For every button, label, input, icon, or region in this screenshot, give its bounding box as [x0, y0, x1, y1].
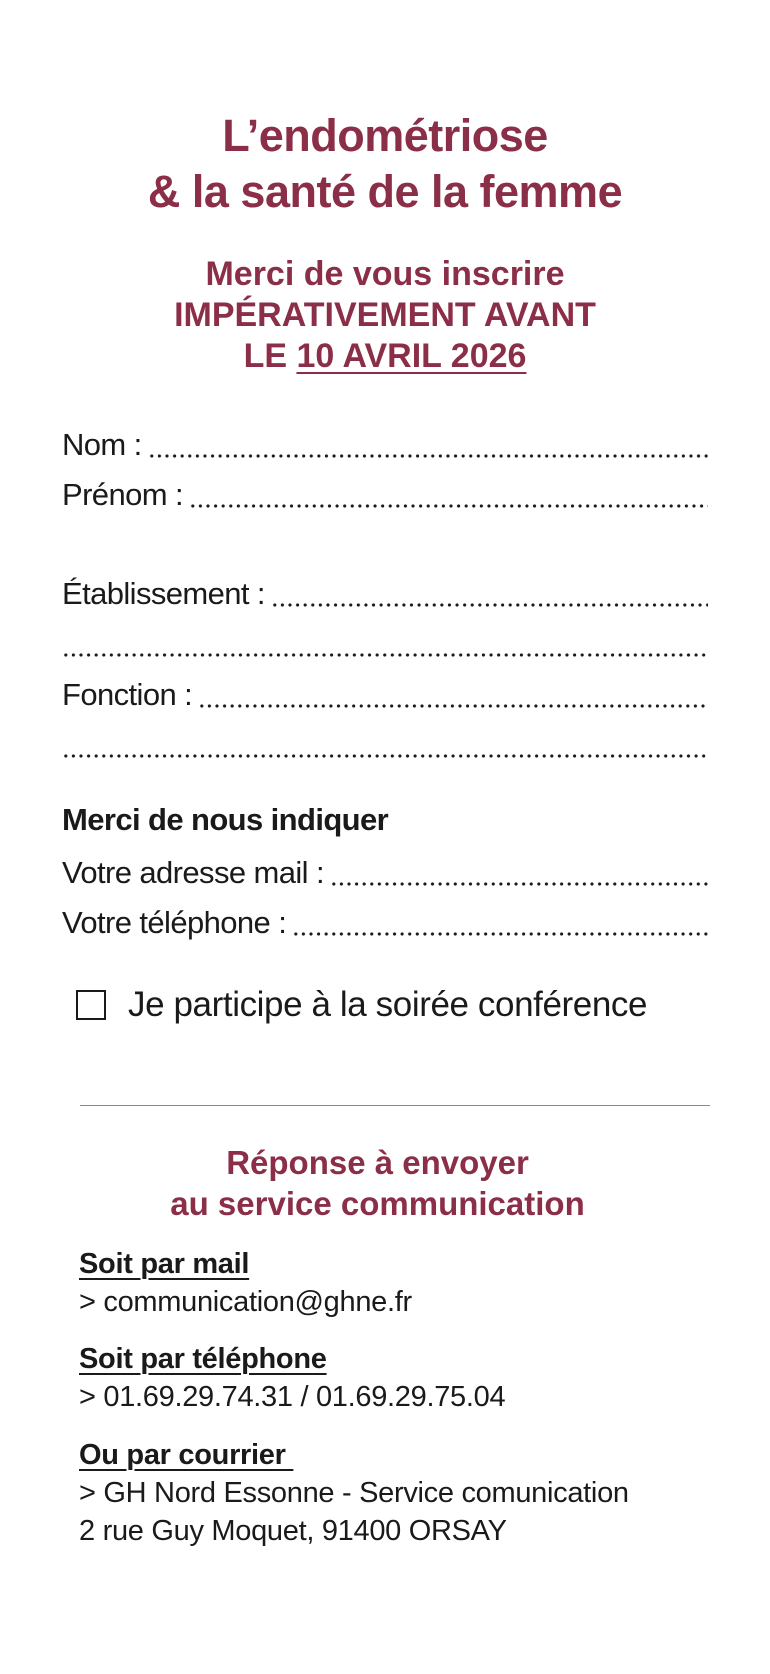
prenom-label: Prénom :	[62, 477, 183, 512]
phone-numbers[interactable]: > 01.69.29.74.31 / 01.69.29.75.04	[79, 1381, 506, 1413]
email-field[interactable]	[62, 853, 708, 893]
deadline-line-2: IMPÉRATIVEMENT AVANT	[174, 296, 596, 334]
fonction-field-continued[interactable]	[62, 725, 708, 765]
etablissement-label: Établissement :	[62, 576, 265, 611]
deadline-date: 10 AVRIL 2026	[296, 337, 527, 375]
participation-checkbox-row[interactable]	[76, 985, 647, 1025]
deadline-prefix: LE	[243, 337, 297, 375]
nom-input-line[interactable]	[148, 433, 708, 459]
contact-by-phone	[79, 1340, 505, 1416]
etablissement-input-line[interactable]	[271, 582, 708, 608]
phone-input-line[interactable]	[292, 911, 708, 937]
reply-line-2: au service communication	[170, 1185, 585, 1222]
post-address-line-2: 2 rue Guy Moquet, 91400 ORSAY	[79, 1515, 507, 1547]
page-title	[0, 108, 770, 220]
post-heading: Ou par courrier	[79, 1439, 294, 1471]
fonction-field[interactable]	[62, 675, 708, 715]
registration-deadline	[0, 254, 770, 377]
contact-section-heading: Merci de nous indiquer	[62, 802, 389, 837]
fonction-input-line-2[interactable]	[62, 733, 708, 759]
email-label: Votre adresse mail :	[62, 855, 324, 890]
etablissement-input-line-2[interactable]	[62, 632, 708, 658]
etablissement-field[interactable]	[62, 574, 708, 614]
deadline-line-3	[0, 336, 770, 377]
participation-checkbox[interactable]	[76, 990, 106, 1020]
deadline-line-1: Merci de vous inscrire	[205, 255, 565, 293]
phone-label: Votre téléphone :	[62, 905, 287, 940]
contact-by-mail	[79, 1245, 412, 1321]
mail-heading: Soit par mail	[79, 1248, 250, 1280]
nom-field[interactable]	[62, 425, 708, 465]
title-line-1: L’endométriose	[222, 110, 548, 161]
prenom-input-line[interactable]	[189, 483, 708, 509]
nom-label: Nom :	[62, 427, 142, 462]
phone-field[interactable]	[62, 903, 708, 943]
title-line-2: & la santé de la femme	[147, 166, 623, 217]
etablissement-field-continued[interactable]	[62, 624, 708, 664]
participation-checkbox-label: Je participe à la soirée conférence	[128, 985, 648, 1024]
prenom-field[interactable]	[62, 475, 708, 515]
post-address-line-1: > GH Nord Essonne - Service comunication	[79, 1477, 629, 1509]
reply-line-1: Réponse à envoyer	[226, 1144, 529, 1181]
email-input-line[interactable]	[330, 861, 708, 887]
reply-instructions-heading	[0, 1142, 755, 1224]
phone-heading: Soit par téléphone	[79, 1343, 327, 1375]
fonction-input-line[interactable]	[198, 683, 708, 709]
mail-address[interactable]: > communication@ghne.fr	[79, 1286, 412, 1318]
fonction-label: Fonction :	[62, 677, 193, 712]
section-divider	[80, 1105, 710, 1106]
contact-by-post	[79, 1436, 629, 1550]
